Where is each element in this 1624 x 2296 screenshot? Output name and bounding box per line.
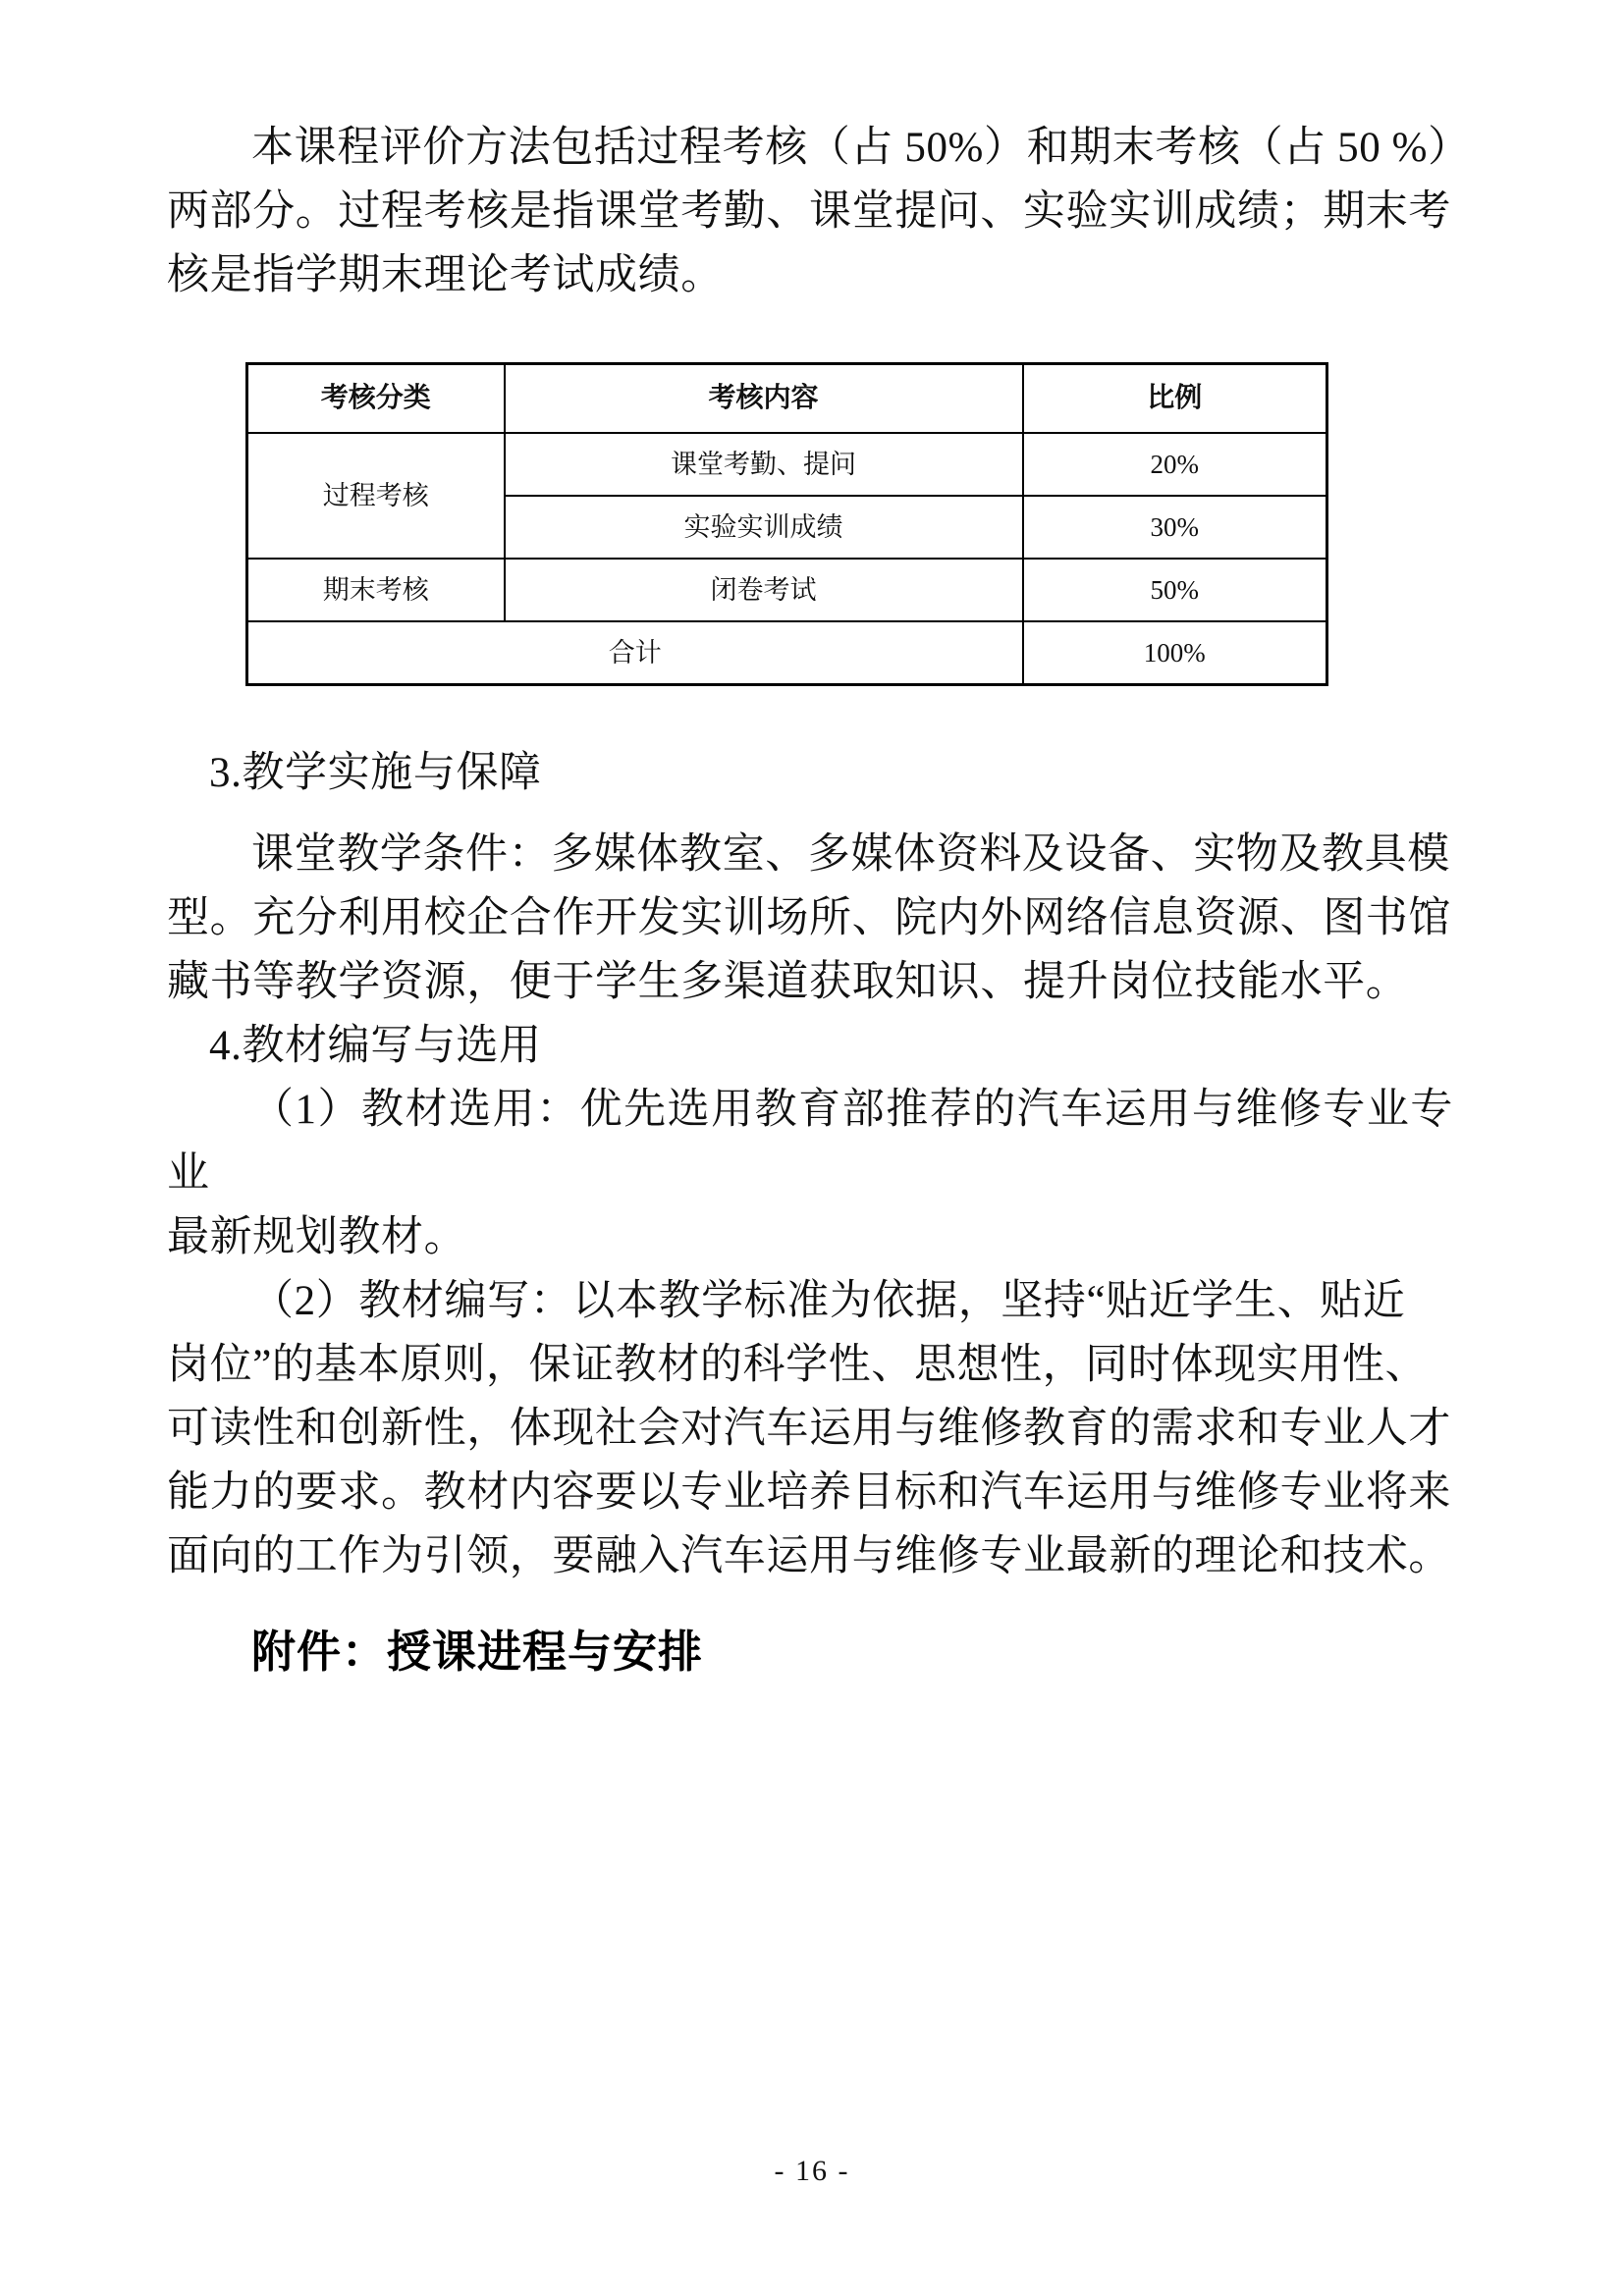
paragraph-line: 最新规划教材。 <box>167 1214 467 1260</box>
cell-category: 过程考核 <box>247 433 505 559</box>
spacer <box>167 1588 1453 1622</box>
paragraph-line: 藏书等教学资源，便于学生多渠道获取知识、提升岗位技能水平。 <box>167 959 1409 1005</box>
assessment-table-wrap <box>167 362 1453 686</box>
section-4-item-1 <box>167 1078 1453 1269</box>
table-body <box>247 433 1327 685</box>
cell-total-label: 合计 <box>247 621 1023 685</box>
page-number: - 16 - <box>774 2155 850 2187</box>
column-header-category: 考核分类 <box>247 364 505 434</box>
paragraph-line: 型。充分利用校企合作开发实训场所、院内外网络信息资源、图书馆 <box>167 895 1451 941</box>
cell-ratio: 20% <box>1023 433 1327 496</box>
paragraph-line: 能力的要求。教材内容要以专业培养目标和汽车运用与维修专业将来 <box>167 1469 1451 1516</box>
table-row <box>247 433 1327 496</box>
cell-content: 实验实训成绩 <box>505 496 1023 559</box>
spacer <box>167 805 1453 823</box>
paragraph-line: 本课程评价方法包括过程考核（占 50%）和期末考核（占 50 %） <box>251 125 1471 171</box>
assessment-intro-paragraph <box>167 116 1471 307</box>
table-total-row <box>247 621 1327 685</box>
column-header-content: 考核内容 <box>505 364 1023 434</box>
cell-total-ratio: 100% <box>1023 621 1327 685</box>
column-header-ratio: 比例 <box>1023 364 1327 434</box>
assessment-table <box>245 362 1328 686</box>
paragraph-line: 课堂教学条件：多媒体教室、多媒体资料及设备、实物及教具模 <box>251 831 1450 878</box>
paragraph-line: 核是指学期末理论考试成绩。 <box>167 252 724 298</box>
section-3-body <box>167 823 1453 1014</box>
section-4-item-2 <box>167 1269 1453 1588</box>
spacer <box>167 307 1453 362</box>
cell-category: 期末考核 <box>247 559 505 621</box>
cell-content: 闭卷考试 <box>505 559 1023 621</box>
paragraph-line: 岗位”的基本原则，保证教材的科学性、思想性，同时体现实用性、 <box>167 1342 1429 1388</box>
table-header <box>247 364 1327 434</box>
paragraph-line: 两部分。过程考核是指课堂考勤、课堂提问、实验实训成绩；期末考 <box>167 188 1451 235</box>
cell-content: 课堂考勤、提问 <box>505 433 1023 496</box>
cell-ratio: 30% <box>1023 496 1327 559</box>
paragraph-line: （2）教材编写：以本教学标准为依据，坚持“贴近学生、贴近 <box>251 1278 1406 1324</box>
paragraph-line: （1）教材选用：优先选用教育部推荐的汽车运用与维修专业专业 <box>167 1087 1453 1197</box>
paragraph-line: 面向的工作为引领，要融入汽车运用与维修专业最新的理论和技术。 <box>167 1533 1451 1579</box>
cell-ratio: 50% <box>1023 559 1327 621</box>
section-heading-4: 4.教材编写与选用 <box>209 1023 542 1069</box>
table-header-row <box>247 364 1327 434</box>
spacer <box>167 686 1453 741</box>
attachment-heading: 附件：授课进程与安排 <box>251 1627 704 1677</box>
section-heading-3: 3.教学实施与保障 <box>209 750 542 796</box>
page-content <box>167 116 1471 1682</box>
table-row <box>247 559 1327 621</box>
paragraph-line: 可读性和创新性，体现社会对汽车运用与维修教育的需求和专业人才 <box>167 1406 1451 1452</box>
